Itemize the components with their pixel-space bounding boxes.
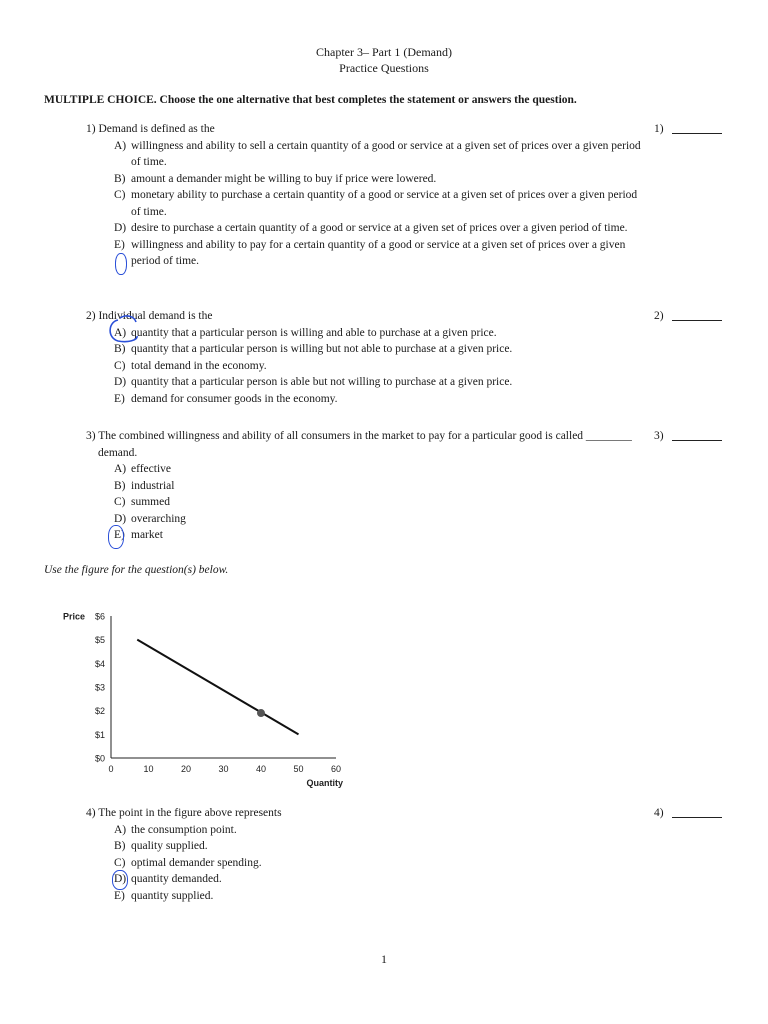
option-b: B) amount a demander might be willing to buy if price were lowered. [114, 172, 437, 185]
question-stem: 2) Individual demand is the [86, 310, 213, 322]
handwritten-circle-mark [108, 525, 124, 549]
option-c: C) optimal demander spending. [114, 856, 262, 869]
demand-chart [56, 604, 356, 794]
option-e: E) market [114, 529, 163, 541]
option-a: A) willingness and ability to sell a certain quantity of a good or service at a given set of prices over a given period of time. [114, 139, 641, 168]
question-4 [86, 805, 646, 904]
question-3 [86, 428, 646, 544]
question-2 [86, 308, 646, 407]
option-e: E) demand for consumer goods in the economy. [114, 392, 338, 405]
option-e: E) willingness and ability to pay for a certain quantity of a good or service at a given set of prices over a given period of time. [114, 238, 626, 267]
option-b: B) industrial [114, 479, 175, 492]
x-tick-label: 20 [180, 764, 192, 774]
question-1 [86, 121, 646, 270]
chapter-title: Chapter 3– Part 1 (Demand) [316, 45, 452, 59]
answer-blank-3[interactable]: 3) [654, 430, 722, 442]
figure-note: Use the figure for the question(s) below. [44, 564, 229, 576]
option-d: D) quantity demanded. [114, 873, 222, 885]
instructions: MULTIPLE CHOICE. Choose the one alternative that best completes the statement or answers the question. [44, 94, 577, 106]
option-e: E) quantity supplied. [114, 889, 214, 902]
page-header [0, 44, 768, 76]
question-stem: 4) The point in the figure above represents [86, 807, 282, 819]
option-c: C) summed [114, 496, 170, 508]
x-axis-label: Quantity [306, 778, 343, 788]
option-d: D) overarching [114, 512, 186, 525]
option-b: B) quantity that a particular person is willing but not able to purchase at a given price. [114, 343, 513, 355]
question-stem: 1) Demand is defined as the [86, 123, 215, 135]
x-tick-label: 0 [108, 764, 114, 774]
y-tick-label: $4 [94, 658, 105, 669]
y-axis-label: Price [63, 611, 86, 622]
option-b: B) quality supplied. [114, 840, 208, 852]
handwritten-circle-mark [115, 253, 127, 275]
question-stem: 3) The combined willingness and ability of all consumers in the market to pay for a particular good is called ________ demand. [86, 430, 632, 459]
answer-blank-4[interactable]: 4) [654, 807, 722, 819]
handwritten-circle-mark [104, 312, 144, 344]
x-tick-label: 40 [255, 764, 267, 774]
option-c: C) total demand in the economy. [114, 359, 267, 372]
y-tick-label: $1 [94, 729, 105, 740]
y-tick-label: $6 [94, 611, 105, 622]
option-a: A) quantity that a particular person is willing and able to purchase at a given price. [114, 326, 497, 339]
y-tick-label: $5 [94, 635, 105, 646]
option-a: A) the consumption point. [114, 823, 237, 836]
x-tick-label: 30 [218, 764, 229, 774]
answer-blank-1[interactable]: 1) [654, 123, 722, 135]
x-tick-label: 10 [143, 764, 154, 774]
option-a: A) effective [114, 463, 172, 475]
option-c: C) monetary ability to purchase a certain quantity of a good or service at a given set of prices over a given period of time. [114, 189, 638, 218]
y-tick-label: $0 [94, 753, 105, 764]
answer-blank-2[interactable]: 2) [654, 310, 722, 322]
y-tick-label: $2 [94, 706, 105, 717]
highlight-point [257, 709, 265, 717]
option-d: D) quantity that a particular person is able but not willing to purchase at a given price. [114, 376, 513, 388]
page-number: 1 [381, 952, 387, 966]
x-tick-label: 60 [330, 764, 342, 774]
handwritten-circle-mark [112, 870, 128, 890]
x-tick-label: 50 [293, 764, 304, 774]
option-d: D) desire to purchase a certain quantity of a good or service at a given set of prices over a given period of time. [114, 222, 628, 234]
y-tick-label: $3 [94, 682, 105, 693]
chapter-subtitle: Practice Questions [339, 61, 429, 75]
demand-curve [137, 640, 298, 735]
